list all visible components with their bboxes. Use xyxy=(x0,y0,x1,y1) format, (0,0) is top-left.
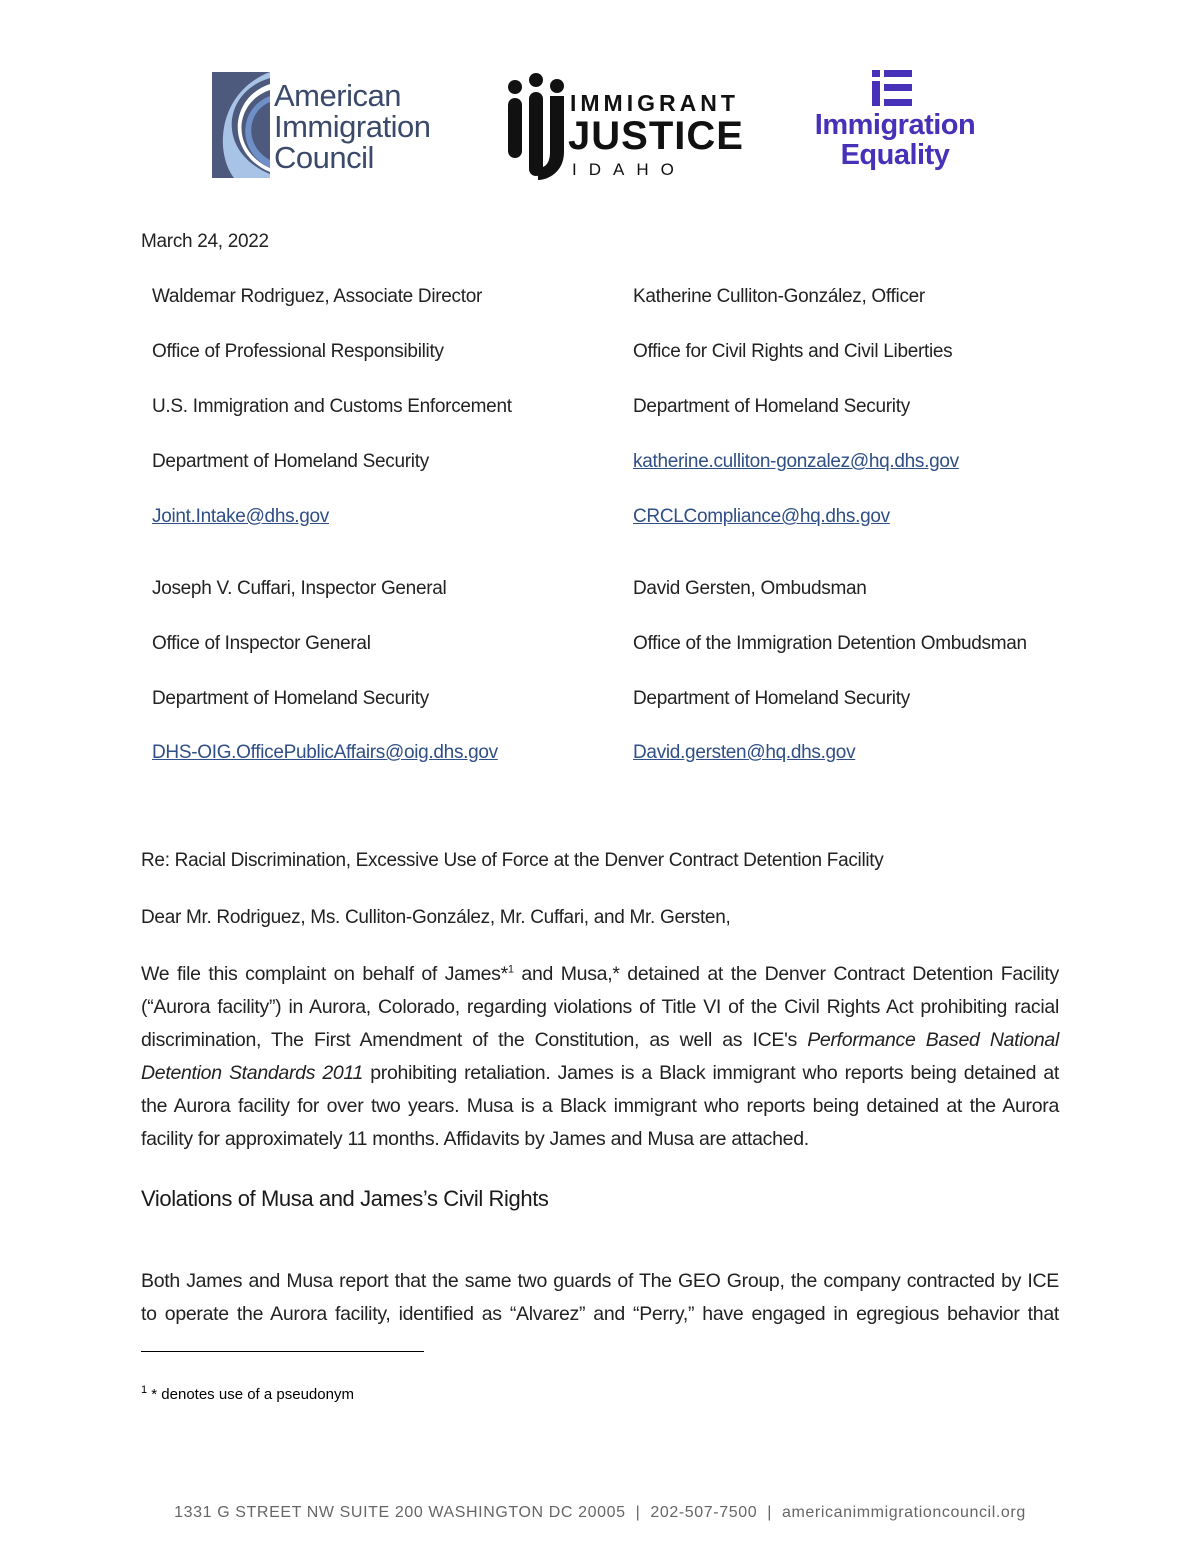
paragraph-text: We file this complaint on behalf of James* xyxy=(141,963,508,985)
recipient-office: Office of the Immigration Detention Ombudsman xyxy=(633,633,1027,654)
iji-wordmark-line3: IDAHO xyxy=(572,160,686,179)
immigrant-justice-idaho-logo xyxy=(506,72,744,182)
footnote-divider xyxy=(141,1351,424,1352)
recipient-office: Office of Professional Responsibility xyxy=(152,341,444,362)
subject-line: Re: Racial Discrimination, Excessive Use of Force at the Denver Contract Detention Facility xyxy=(141,850,884,871)
recipient-office: Office of Inspector General xyxy=(152,633,371,654)
iji-wordmark-line2: JUSTICE xyxy=(568,114,744,158)
recipient-department: Department of Homeland Security xyxy=(152,451,429,472)
recipient-name: David Gersten, Ombudsman xyxy=(633,578,867,599)
recipient-department: Department of Homeland Security xyxy=(152,688,429,709)
ie-wordmark-line1: Immigration xyxy=(814,109,976,141)
footnote xyxy=(141,1386,354,1403)
recipient-name: Katherine Culliton-González, Officer xyxy=(633,286,925,307)
ie-wordmark-line2: Equality xyxy=(840,139,950,171)
page-footer xyxy=(0,1504,1200,1522)
footer-phone: 202-507-7500 xyxy=(650,1504,758,1521)
iji-emblem-icon xyxy=(506,72,564,180)
recipient-agency: U.S. Immigration and Customs Enforcement xyxy=(152,396,512,417)
letter-date: March 24, 2022 xyxy=(141,231,269,252)
footer-separator: | xyxy=(635,1504,641,1521)
aic-wordmark-line1: American xyxy=(274,78,401,113)
paragraph-line: to operate the Aurora facility, identified as “Alvarez” and “Perry,” have engaged in egregious behavior that xyxy=(141,1303,1059,1325)
recipient-name: Waldemar Rodriguez, Associate Director xyxy=(152,286,483,307)
footnote-reference[interactable]: 1 xyxy=(507,963,514,976)
recipient-email-link[interactable]: Joint.Intake@dhs.gov xyxy=(152,506,330,527)
recipient-department: Department of Homeland Security xyxy=(633,396,910,417)
footer-website[interactable]: americanimmigrationcouncil.org xyxy=(781,1504,1026,1521)
ie-emblem-icon xyxy=(872,70,912,106)
recipient-name: Joseph V. Cuffari, Inspector General xyxy=(152,578,447,599)
paragraph-text: and Musa,* detained at the Denver Contract Detention Facility (“Aurora facility”) in Aurora, Colorado, regarding violations of Title VI of the Civil Rights Act prohibiting racial discrimination, The First Amendment of the Constitution, as well as ICE's xyxy=(141,963,1059,1051)
recipient-department: Department of Homeland Security xyxy=(633,688,910,709)
recipient-email-link-secondary[interactable]: CRCLCompliance@hq.dhs.gov xyxy=(633,506,890,527)
footnote-number: 1 xyxy=(141,1384,148,1396)
immigration-equality-logo xyxy=(800,70,990,180)
footnote-text: * denotes use of a pseudonym xyxy=(151,1386,354,1403)
ie-wordmark xyxy=(800,110,990,170)
paragraph-italic-title: Performance Based National Detention Standards 2011 xyxy=(141,1029,1059,1084)
recipient-email-link[interactable]: David.gersten@hq.dhs.gov xyxy=(633,742,856,763)
american-immigration-council-logo xyxy=(212,70,442,180)
footer-separator: | xyxy=(767,1504,772,1521)
paragraph-text: prohibiting retaliation. James is a Black immigrant who reports being detained at the Aurora facility for over two years. Musa is a Black immigrant who reports being detained at the Aurora facility for approximately 11 months. Affidavits by James and Musa are attached. xyxy=(141,1062,1060,1150)
iji-wordmark-line1: IMMIGRANT xyxy=(570,90,739,116)
aic-wordmark-line2: Immigration xyxy=(274,109,431,144)
recipient-office: Office for Civil Rights and Civil Liberties xyxy=(633,341,953,362)
aic-wordmark-line3: Council xyxy=(274,140,374,175)
body-paragraph xyxy=(141,1265,1059,1331)
aic-wordmark xyxy=(274,80,430,173)
recipient-email-link[interactable]: DHS-OIG.OfficePublicAffairs@oig.dhs.gov xyxy=(152,742,498,763)
salutation: Dear Mr. Rodriguez, Ms. Culliton-González, Mr. Cuffari, and Mr. Gersten, xyxy=(141,907,731,928)
paragraph-line: Both James and Musa report that the same two guards of The GEO Group, the company contracted by ICE xyxy=(141,1270,1059,1292)
recipient-email-link[interactable]: katherine.culliton-gonzalez@hq.dhs.gov xyxy=(633,451,959,472)
section-heading: Violations of Musa and James’s Civil Rights xyxy=(141,1186,549,1211)
aic-emblem-icon xyxy=(212,72,270,178)
footer-address: 1331 G STREET NW SUITE 200 WASHINGTON DC 20005 xyxy=(174,1504,626,1521)
complaint-paragraph xyxy=(141,958,1059,1156)
